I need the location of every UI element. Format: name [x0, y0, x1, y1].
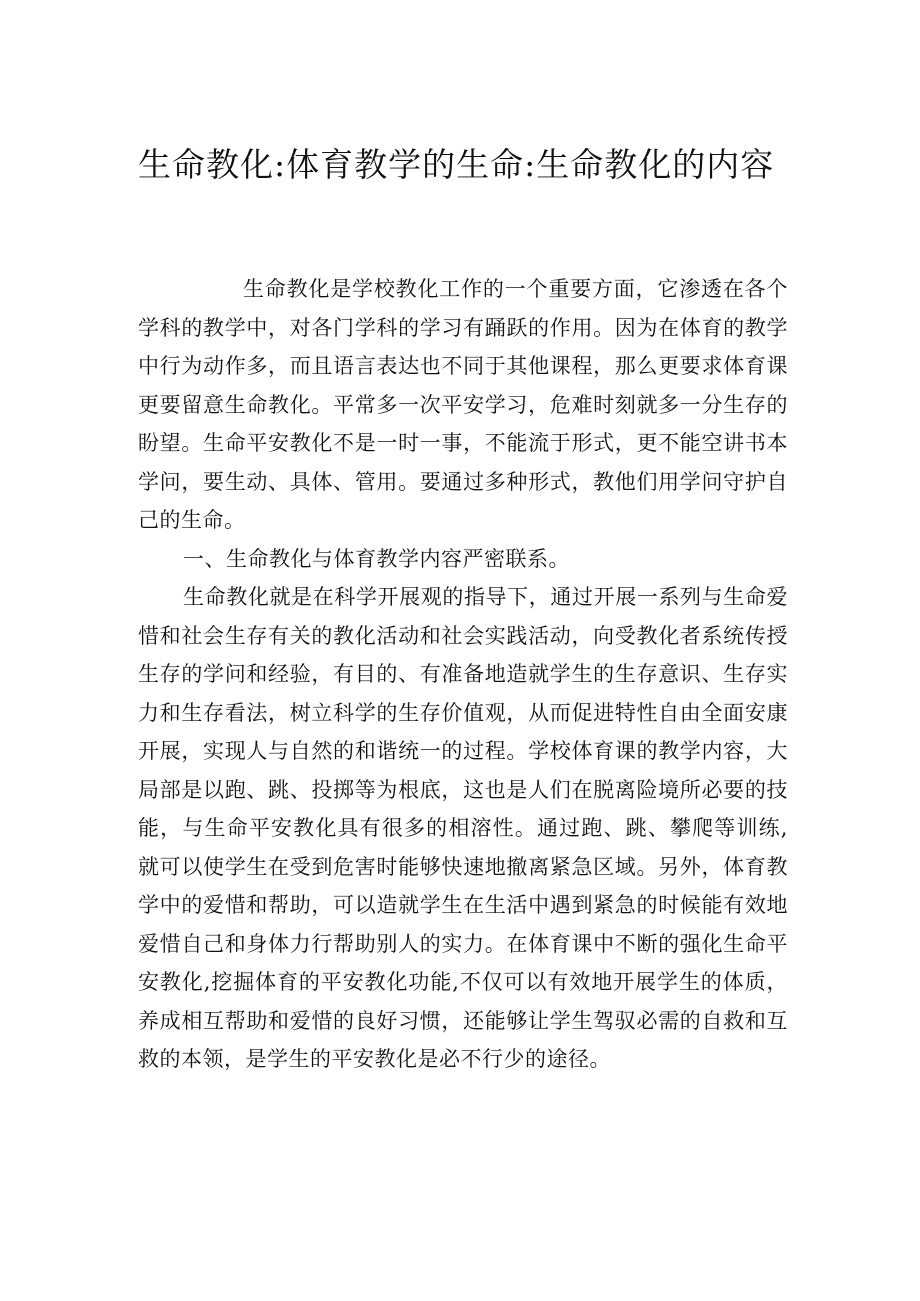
section-heading: 一、生命教化与体育教学内容严密联系。 — [183, 546, 570, 571]
paragraph-section-1: 生命教化就是在科学开展观的指导下，通过开展一系列与生命爱惜和社会生存有关的教化活动和社会实践活动，向受教化者系统传授生存的学问和经验，有目的、有准备地造就学生的生存意识、生存实力和生存看法，树立科学的生存价值观，从而促进特性自由全面安康开展，实现人与自然的和谐统一的过程。学校体育课的教学内容，大局部是以跑、跳、投掷等为根底，这也是人们在脱离险境所必要的技能，与生命平安教化具有很多的相溶性。通过跑、跳、攀爬等训练,就可以使学生在受到危害时能够快速地撤离紧急区域。另外，体育教学中的爱惜和帮助，可以造就学生在生活中遇到紧急的时候能有效地爱惜自己和身体力行帮助别人的实力。在体育课中不断的强化生命平安教化,挖掘体育的平安教化功能,不仅可以有效地开展学生的体质，养成相互帮助和爱惜的良好习惯，还能够让学生驾驭必需的自救和互救的本领，是学生的平安教化是必不行少的途径。 — [138, 585, 788, 1071]
document-title: 生命教化:体育教学的生命:生命教化的内容 — [138, 145, 775, 184]
paragraph-intro: 生命教化是学校教化工作的一个重要方面，它渗透在各个学科的教学中，对各门学科的学习有踊跃的作用。因为在体育的教学中行为动作多，而且语言表达也不同于其他课程，那么更要求体育课更要留意生命教化。平常多一次平安学习，危难时刻就多一分生存的盼望。生命平安教化不是一时一事，不能流于形式，更不能空讲书本学问，要生动、具体、管用。要通过多种形式，教他们用学问守护自己的生命。 — [138, 277, 788, 532]
document-body — [138, 270, 788, 1079]
